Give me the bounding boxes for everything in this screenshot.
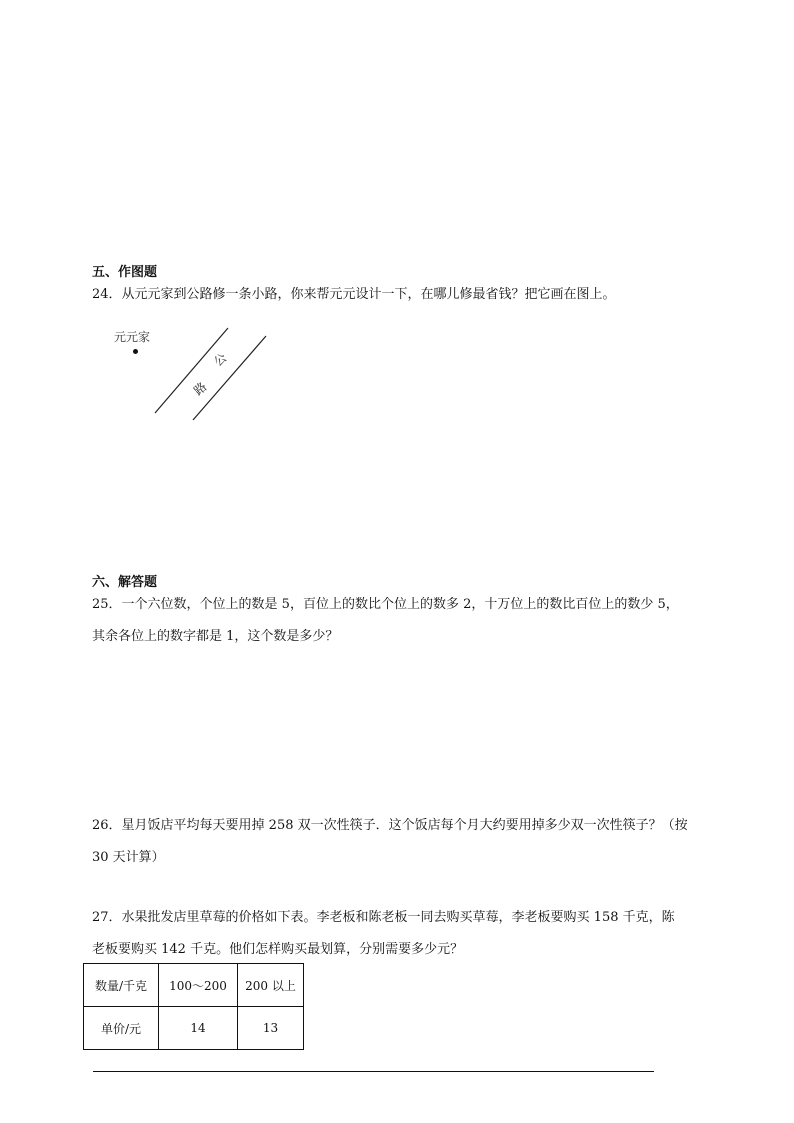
table-row [84, 1007, 304, 1050]
question-27-line-1: 27．水果批发店里草莓的价格如下表。李老板和陈老板一同去购买草莓，李老板要购买 158 千克，陈 [92, 910, 675, 925]
home-label: 元元家 [114, 330, 151, 344]
road-char-2: 路 [191, 379, 210, 399]
question-26-line-2: 30 天计算） [92, 850, 165, 865]
bottom-divider [93, 1071, 654, 1072]
question-27-line-2: 老板要购买 142 千克。他们怎样购买最划算，分别需要多少元？ [92, 942, 464, 957]
road-lines [100, 322, 280, 432]
table-row [84, 964, 304, 1007]
road-char-1: 公 [211, 350, 230, 370]
question-24-text: 24．从元元家到公路修一条小路，你来帮元元设计一下，在哪儿修最省钱？把它画在图上。 [92, 287, 616, 302]
price-table [83, 963, 304, 1050]
table-cell: 单价/元 [84, 1007, 159, 1050]
road-diagram [100, 322, 280, 432]
road-edge-right [193, 336, 266, 420]
section-title-5: 五、作图题 [92, 265, 158, 280]
road-edge-left [155, 328, 228, 413]
question-25-line-1: 25．一个六位数，个位上的数是 5，百位上的数比个位上的数多 2，十万位上的数比百位上的数少 5， [92, 597, 679, 612]
question-25-line-2: 其余各位上的数字都是 1，这个数是多少？ [92, 629, 339, 644]
table-cell: 13 [238, 1007, 304, 1050]
section-title-6: 六、解答题 [92, 575, 158, 590]
table-cell: 14 [159, 1007, 238, 1050]
table-header-cell: 数量/千克 [84, 964, 159, 1007]
question-26-line-1: 26．星月饭店平均每天要用掉 258 双一次性筷子．这个饭店每个月大约要用掉多少双一次性筷子？（按 [92, 818, 688, 833]
table-header-cell: 100～200 [159, 964, 238, 1007]
table-header-cell: 200 以上 [238, 964, 304, 1007]
